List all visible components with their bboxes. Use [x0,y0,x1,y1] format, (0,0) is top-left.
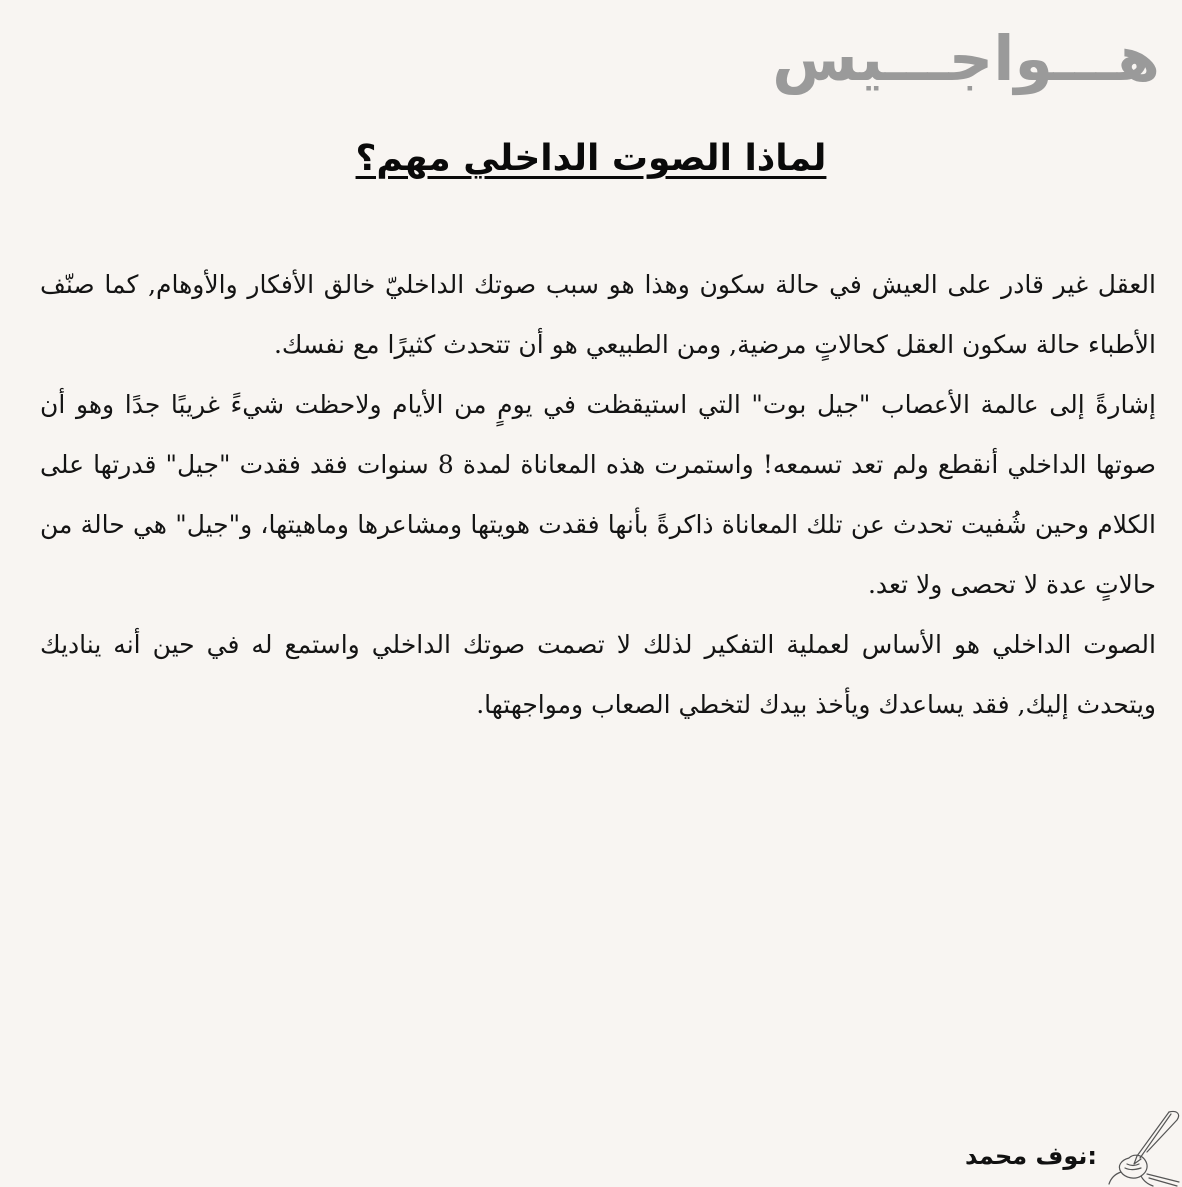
article-headline [0,138,1182,179]
article-body [40,255,1156,735]
hand-writing-quill-icon [1107,1108,1182,1187]
headline-text: لماذا الصوت الداخلي مهم؟ [355,138,827,179]
masthead-title: هـــواجـــيس [772,22,1160,95]
author-signature: :نوف محمد [965,1142,1097,1170]
paragraph-3: الصوت الداخلي هو الأساس لعملية التفكير لذلك لا تصمت صوتك الداخلي واستمع له في حين أنه يناديك ويتحدث إليك, فقد يساعدك ويأخذ بيدك لتخطي الصعاب ومواجهتها. [40,630,1156,719]
paragraph-1: العقل غير قادر على العيش في حالة سكون وهذا هو سبب صوتك الداخليّ خالق الأفكار والأوهام, كما صنّف الأطباء حالة سكون العقل كحالاتٍ مرضية, ومن الطبيعي هو أن تتحدث كثيرًا مع نفسك. [40,270,1156,359]
paragraph-2: إشارةً إلى عالمة الأعصاب "جيل بوت" التي استيقظت في يومٍ من الأيام ولاحظت شيءً غريبًا جدًا وهو أن صوتها الداخلي أنقطع ولم تعد تسمعه! واستمرت هذه المعاناة لمدة 8 سنوات فقد فقدت "جيل" قدرتها على الكلام وحين شُفيت تحدث عن تلك المعاناة ذاكرةً بأنها فقدت هويتها ومشاعرها وماهيتها، و"جيل" هي حالة من حالاتٍ عدة لا تحصى ولا تعد. [40,390,1157,599]
